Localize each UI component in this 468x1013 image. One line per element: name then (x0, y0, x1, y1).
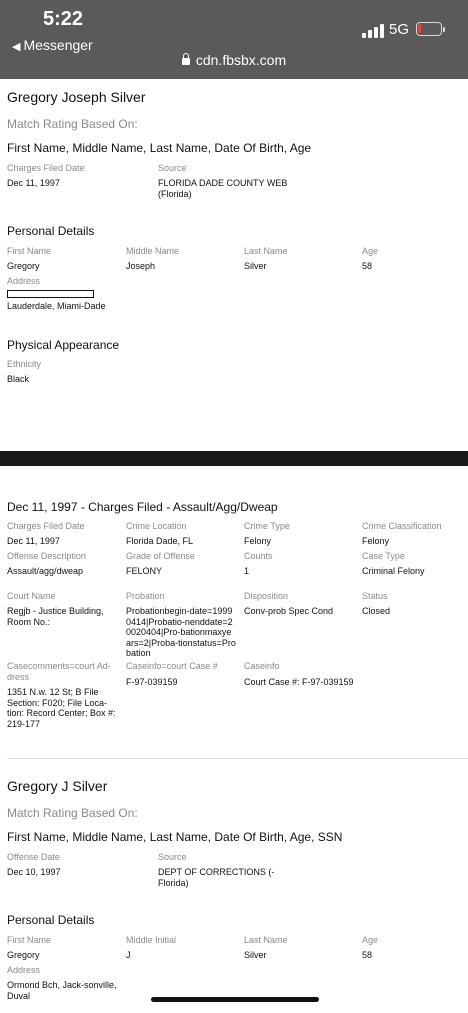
lock-icon (182, 58, 190, 65)
ethnicity: Black (7, 374, 30, 384)
disposition-label: Disposition (244, 591, 289, 601)
address: Lauderdale, Miami-Dade (7, 301, 106, 311)
first-name-label: First Name (7, 246, 52, 256)
back-to-messenger[interactable] (12, 37, 93, 53)
address-label: Address (7, 965, 41, 975)
middle-initial: J (126, 950, 131, 960)
offense-date-label: Offense Date (7, 852, 60, 862)
back-arrow-icon: ◀ (12, 41, 21, 53)
charge-title: Dec 11, 1997 - Charges Filed - Assault/Agg/Dweap (7, 500, 278, 514)
caseinfo-court-case: F-97-039159 (126, 677, 178, 687)
last-name-label: Last Name (244, 246, 288, 256)
charges-filed-date-label: Charges Filed Date (7, 521, 85, 531)
source-value: FLORIDA DADE COUNTY WEB (Florida) (158, 178, 288, 199)
network-type: 5G (389, 21, 410, 38)
personal-details-heading: Personal Details (7, 224, 95, 238)
age-label: Age (362, 246, 379, 256)
match-fields: First Name, Middle Name, Last Name, Date Of Birth, Age (7, 141, 312, 155)
counts: 1 (244, 566, 250, 576)
first-name-label: First Name (7, 935, 52, 945)
grade-of-offense-label: Grade of Offense (126, 551, 195, 561)
back-label: Messenger (23, 37, 93, 53)
counts-label: Counts (244, 551, 273, 561)
last-name: Silver (244, 950, 267, 960)
middle-name: Joseph (126, 261, 156, 271)
age: 58 (362, 261, 373, 271)
last-name-label: Last Name (244, 935, 288, 945)
case-type-label: Case Type (362, 551, 405, 561)
casecomments-label: Casecomments=court Ad-dress (7, 661, 111, 682)
first-name: Gregory (7, 950, 40, 960)
disposition: Conv-prob Spec Cond (244, 606, 334, 616)
address-bar[interactable] (0, 52, 468, 68)
charges-filed-date: Dec 11, 1997 (7, 178, 60, 188)
record-name: Gregory J Silver (7, 778, 108, 794)
record-name: Gregory Joseph Silver (7, 89, 146, 105)
home-indicator[interactable] (151, 997, 319, 1002)
crime-classification-label: Crime Classification (362, 521, 442, 531)
status-bar (0, 0, 468, 79)
crime-location-label: Crime Location (126, 521, 187, 531)
court-name: Regjb - Justice Building, Room No.: (7, 606, 104, 627)
charges-filed-date: Dec 11, 1997 (7, 536, 60, 546)
age-label: Age (362, 935, 379, 945)
url-text: cdn.fbsbx.com (195, 52, 287, 68)
source-label: Source (158, 163, 187, 173)
caseinfo-court-case-label: Caseinfo=court Case # (126, 661, 218, 671)
offense-description: Assault/agg/dweap (7, 566, 84, 576)
crime-location: Florida Dade, FL (126, 536, 194, 546)
casecomments: 1351 N.w. 12 St; B File Section: F020; File Loca-tion: Record Center; Box #: 219-177 (7, 687, 116, 729)
address-label: Address (7, 276, 41, 286)
charges-filed-date-label: Charges Filed Date (7, 163, 85, 173)
source-value: DEPT OF CORRECTIONS (-Florida) (158, 867, 275, 888)
clock: 5:22 (43, 8, 84, 30)
section-separator (0, 451, 468, 466)
middle-initial-label: Middle Initial (126, 935, 177, 945)
redaction-box (7, 290, 94, 298)
middle-name-label: Middle Name (126, 246, 180, 256)
case-type: Criminal Felony (362, 566, 425, 576)
court-name-label: Court Name (7, 591, 56, 601)
match-rating-label: Match Rating Based On: (7, 117, 138, 131)
last-name: Silver (244, 261, 267, 271)
caseinfo-label: Caseinfo (244, 661, 280, 671)
probation-label: Probation (126, 591, 165, 601)
caseinfo: Court Case #: F-97-039159 (244, 677, 354, 687)
source-label: Source (158, 852, 187, 862)
address: Ormond Bch, Jack-sonville, Duval (7, 980, 117, 1001)
status-label: Status (362, 591, 388, 601)
personal-details-heading: Personal Details (7, 913, 95, 927)
crime-type-label: Crime Type (244, 521, 290, 531)
offense-description-label: Offense Description (7, 551, 86, 561)
first-name: Gregory (7, 261, 40, 271)
crime-type: Felony (244, 536, 272, 546)
probation: Probationbegin-date=19990414|Probatio-nenddate=20020404|Pro-bationmaxyears=2|Proba-tionstatus=Probation (126, 606, 236, 658)
divider (7, 758, 468, 759)
crime-classification: Felony (362, 536, 390, 546)
ethnicity-label: Ethnicity (7, 359, 42, 369)
match-rating-label: Match Rating Based On: (7, 806, 138, 820)
match-fields: First Name, Middle Name, Last Name, Date Of Birth, Age, SSN (7, 830, 343, 844)
physical-appearance-heading: Physical Appearance (7, 338, 120, 352)
signal-icon (362, 24, 384, 38)
status: Closed (362, 606, 391, 616)
age: 58 (362, 950, 373, 960)
grade-of-offense: FELONY (126, 566, 163, 576)
offense-date: Dec 10, 1997 (7, 867, 61, 877)
battery-icon (416, 22, 442, 36)
